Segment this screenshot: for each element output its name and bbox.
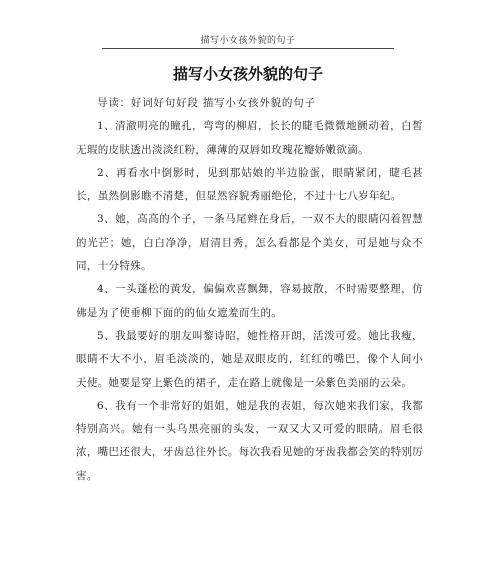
paragraph-3: 3、她，高高的个子，一条马尾辫在身后，一双不大的眼睛闪着智慧的光芒；她，白白净净，眉清目秀，怎么看都是个美女，可是她与众不同，十分特殊。 bbox=[76, 213, 423, 273]
intro-line: 导读：好词好句好段 描写小女孩外貌的句子 bbox=[97, 97, 316, 109]
paragraph-6: 6、我有一个非常好的姐姐，她是我的表姐，每次她来我们家，我都特别高兴。她有一头乌黑亮丽的头发，一双又大又可爱的眼睛。眉毛很浓，嘴巴还很大，牙齿总往外长。每次我看见她的牙齿我都会笑的特别厉害。 bbox=[76, 399, 423, 482]
paragraph-1: 1、清澈明亮的瞳孔，弯弯的柳眉，长长的睫毛微微地颤动着，白皙无瑕的皮肤透出淡淡红粉，薄薄的双唇如玫瑰花瓣娇嫩欲滴。 bbox=[76, 120, 423, 156]
document-body bbox=[76, 92, 423, 488]
paragraph-5: 5、我最要好的朋友叫黎诗昭，她性格开朗，活泼可爱。她比我瘦，眼睛不大不小，眉毛淡淡的，她是双眼皮的，红红的嘴巴，像个人间小天使。她要是穿上紫色的裙子，走在路上就像是一朵紫色美丽的云朵。 bbox=[76, 329, 423, 389]
paragraph-4: 4、一头蓬松的黄发，偏偏欢喜飘舞，容易披散，不时需要整理，仿佛是为了使垂柳下面的的仙女遮羞而生的。 bbox=[76, 283, 423, 319]
running-header: 描写小女孩外貌的句子 bbox=[200, 36, 296, 46]
header-divider bbox=[102, 48, 394, 49]
paragraph-2: 2、再看水中倒影时，见到那姑娘的半边脸蛋，眼睛紧闭，睫毛甚长，虽然倒影瞧不清楚，但显然容貌秀丽绝伦，不过十七八岁年纪。 bbox=[76, 166, 423, 203]
document-title: 描写小女孩外貌的句子 bbox=[172, 65, 323, 83]
